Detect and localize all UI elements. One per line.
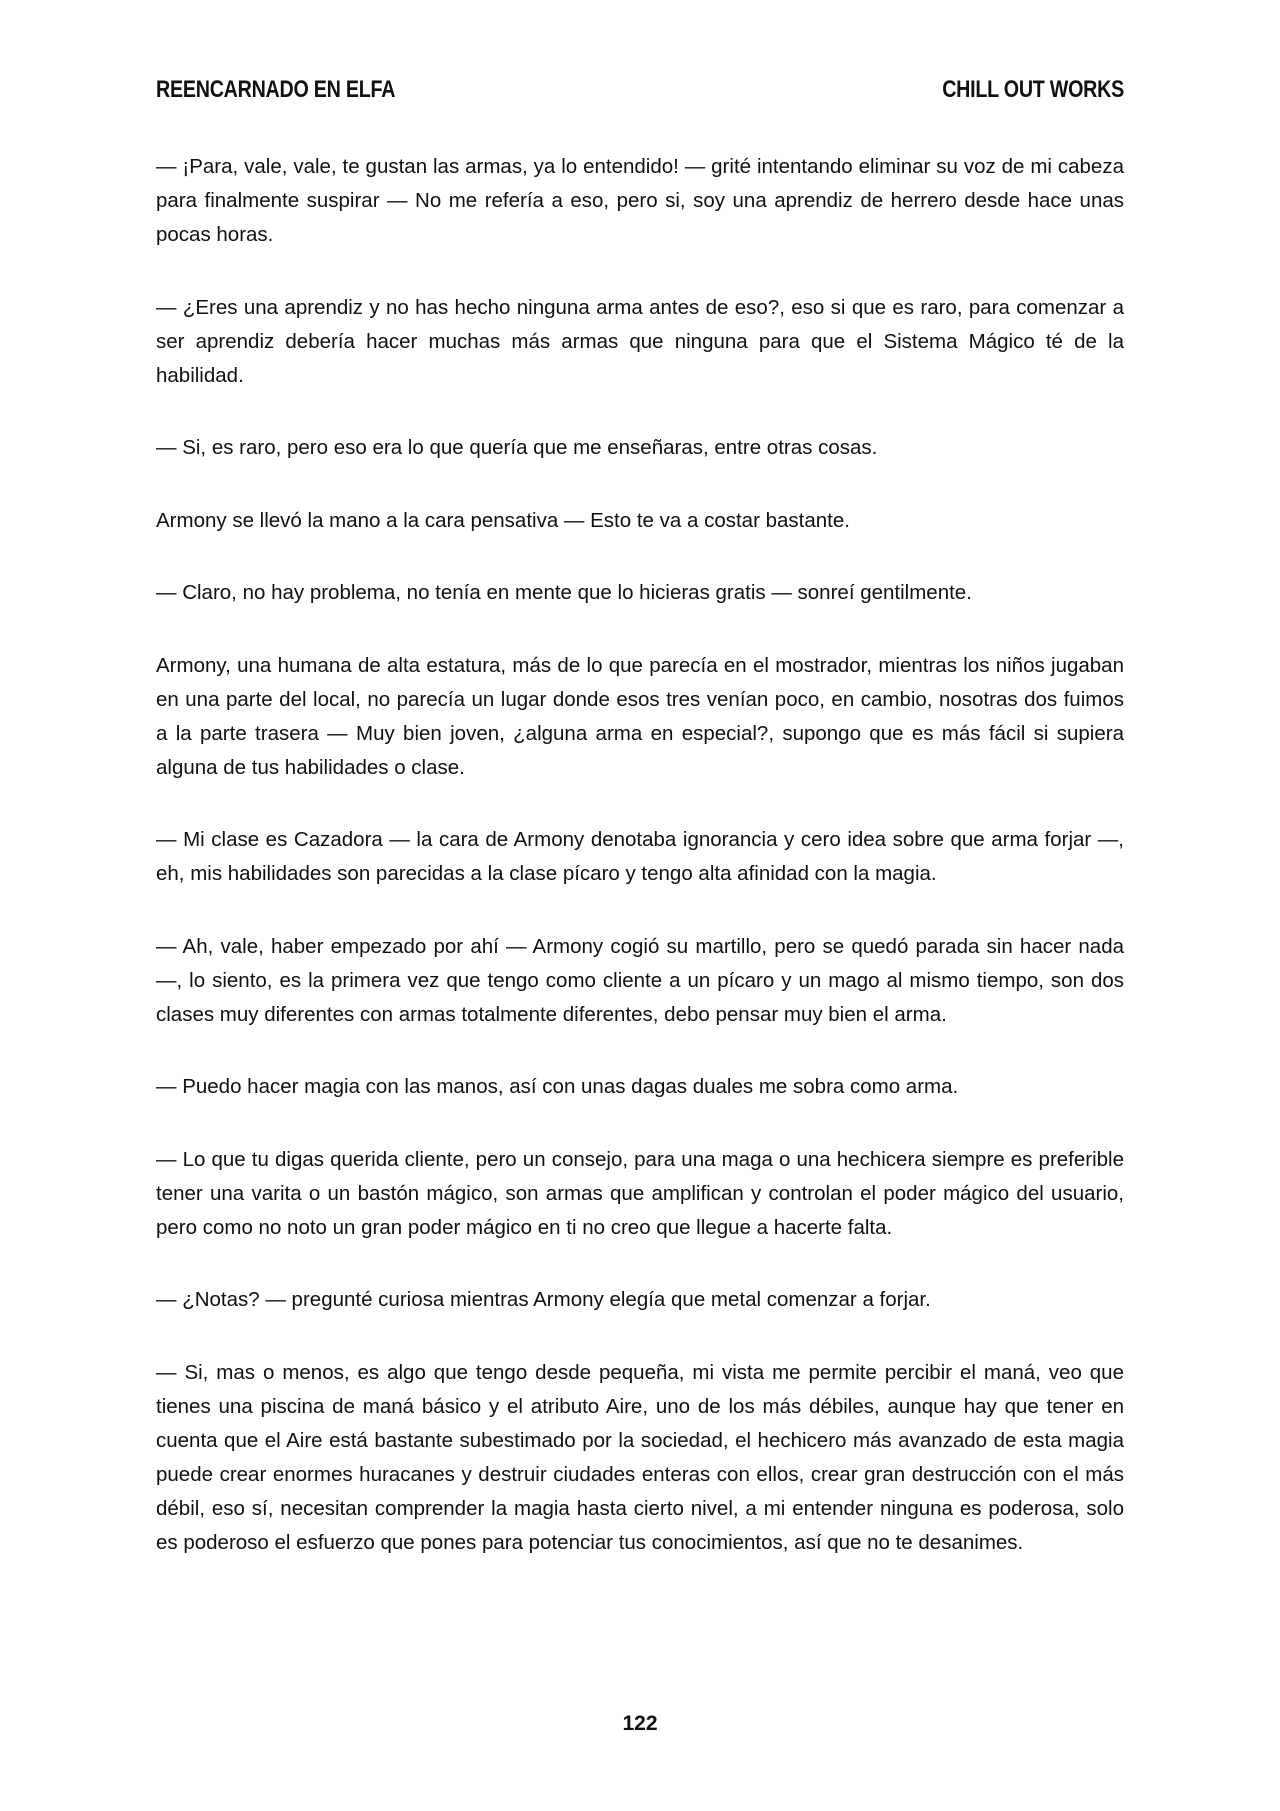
- paragraph: — Claro, no hay problema, no tenía en mente que lo hicieras gratis — sonreí gentilmente.: [156, 581, 972, 604]
- paragraph: — Puedo hacer magia con las manos, así con unas dagas duales me sobra como arma.: [156, 1075, 959, 1098]
- paragraph: Armony se llevó la mano a la cara pensativa — Esto te va a costar bastante.: [156, 508, 850, 532]
- publisher-name: CHILL OUT WORKS: [942, 76, 1124, 103]
- page-number: 122: [622, 1712, 658, 1735]
- paragraph: — ¿Notas? — pregunté curiosa mientras Armony elegía que metal comenzar a forjar.: [156, 1288, 931, 1311]
- page-body: [156, 150, 1124, 1598]
- paragraph: — Ah, vale, haber empezado por ahí — Armony cogió su martillo, pero se quedó parada sin hacer nada —, lo siento, es la primera vez que tengo como cliente a un pícaro y un mago al mismo tiempo, son dos clases muy diferentes con armas totalmente diferentes, debo pensar muy bien el arma.: [156, 934, 1124, 1026]
- paragraph: — Mi clase es Cazadora — la cara de Armony denotaba ignorancia y cero idea sobre que arma forjar —, eh, mis habilidades son parecidas a la clase pícaro y tengo alta afinidad con la magia.: [156, 828, 1124, 885]
- paragraph: — Si, es raro, pero eso era lo que quería que me enseñaras, entre otras cosas.: [156, 436, 878, 459]
- page-header: [156, 76, 1124, 104]
- paragraph: Armony, una humana de alta estatura, más de lo que parecía en el mostrador, mientras los niños jugaban en una parte del local, no parecía un lugar donde esos tres venían poco, en cambio, nosotras dos fuimos a la parte trasera — Muy bien joven, ¿alguna arma en especial?, supongo que es más fácil si supiera alguna de tus habilidades o clase.: [156, 653, 1124, 779]
- paragraph: — ¡Para, vale, vale, te gustan las armas, ya lo entendido! — grité intentando eliminar su voz de mi cabeza para finalmente suspirar — No me refería a eso, pero si, soy una aprendiz de herrero desde hace unas pocas horas.: [156, 155, 1124, 246]
- paragraph: — Lo que tu digas querida cliente, pero un consejo, para una maga o una hechicera siempre es preferible tener una varita o un bastón mágico, son armas que amplifican y controlan el poder mágico del usuario, pero como no noto un gran poder mágico en ti no creo que llegue a hacerte falta.: [156, 1147, 1124, 1239]
- book-title: REENCARNADO EN ELFA: [156, 76, 396, 103]
- paragraph: — ¿Eres una aprendiz y no has hecho ninguna arma antes de eso?, eso si que es raro, para comenzar a ser aprendiz debería hacer muchas más armas que ninguna para que el Sistema Mágico té de la habilidad.: [156, 295, 1124, 387]
- paragraph: — Si, mas o menos, es algo que tengo desde pequeña, mi vista me permite percibir el maná, veo que tienes una piscina de maná básico y el atributo Aire, uno de los más débiles, aunque hay que tener en cuenta que el Aire está bastante subestimado por la sociedad, el hechicero más avanzado de esta magia puede crear enormes huracanes y destruir ciudades enteras con ellos, crear gran destrucción con el más débil, eso sí, necesitan comprender la magia hasta cierto nivel, a mi entender ninguna es poderosa, solo es poderoso el esfuerzo que pones para potenciar tus conocimientos, así que no te desanimes.: [156, 1360, 1124, 1554]
